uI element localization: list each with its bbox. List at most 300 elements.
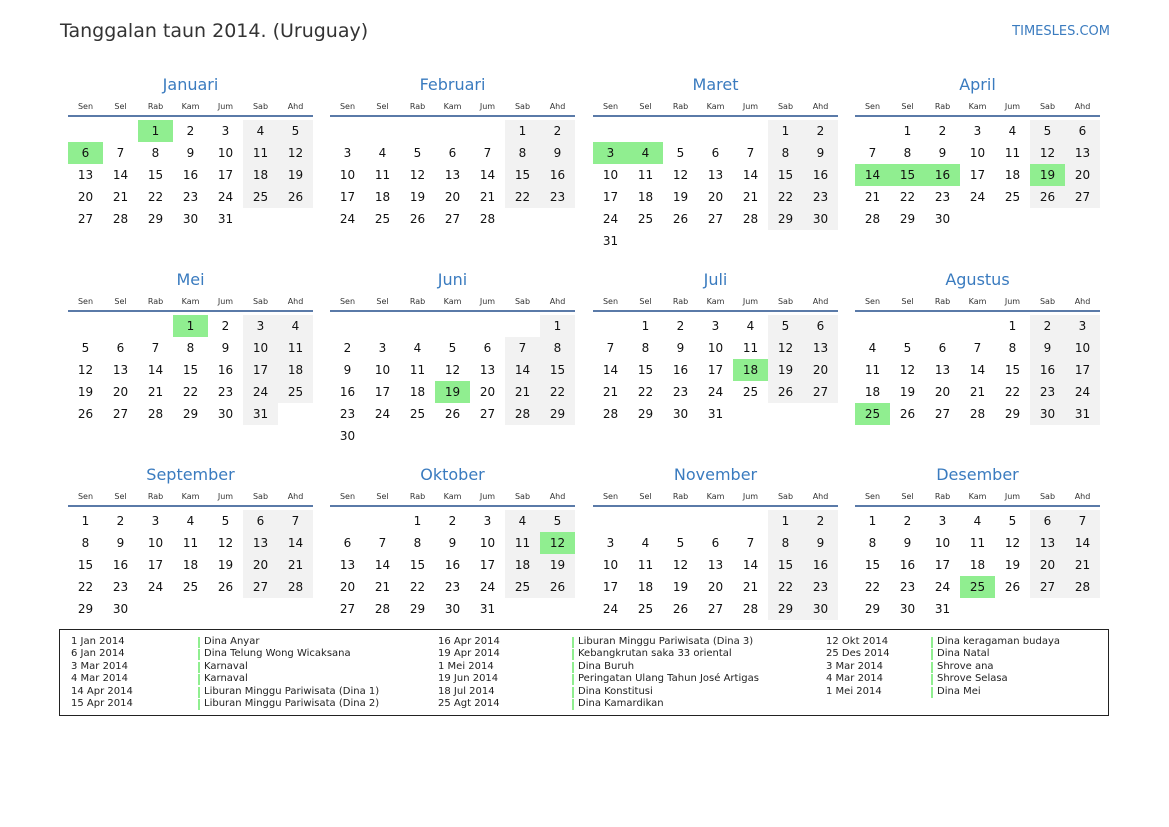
day-cell: 24: [339, 212, 356, 226]
day-cell: 4: [505, 510, 540, 532]
day-cell: 29: [864, 602, 881, 616]
day-cell: 28: [1065, 576, 1100, 598]
day-cell: 9: [803, 142, 838, 164]
weekday-label: Jum: [479, 297, 496, 306]
month-name: Oktober: [420, 465, 485, 484]
weekday-label: Kam: [968, 492, 987, 501]
day-cell: 27: [803, 381, 838, 403]
day-cell: 15: [768, 554, 803, 576]
day-cell: 21: [147, 385, 164, 399]
month-name: November: [673, 465, 758, 484]
legend-date: 4 Mar 2014: [71, 673, 129, 685]
day-cell: 3: [243, 315, 278, 337]
day-cell: 3: [151, 514, 160, 528]
day-cell: 3: [606, 536, 615, 550]
day-cell: 11: [243, 142, 278, 164]
day-cell: 28: [147, 407, 164, 421]
day-cell: 21: [969, 385, 986, 399]
day-cell: 31: [479, 602, 496, 616]
weekday-label: Kam: [706, 297, 725, 306]
day-cell: 11: [969, 536, 986, 550]
day-cell: 13: [479, 363, 496, 377]
weekday-label: Kam: [181, 102, 200, 111]
day-cell: 5: [540, 510, 575, 532]
day-cell: 10: [602, 558, 619, 572]
day-cell: 5: [768, 315, 803, 337]
day-cell: 18: [637, 190, 654, 204]
weekday-label: Sab: [514, 297, 531, 306]
month-name: Maret: [692, 75, 739, 94]
day-cell: 26: [1030, 186, 1065, 208]
weekday-header: [68, 491, 313, 507]
day-cell: 22: [540, 381, 575, 403]
day-cell: 26: [899, 407, 916, 421]
day-cell: 25: [637, 212, 654, 226]
month-name: Mei: [176, 270, 205, 289]
legend-date: 1 Jan 2014: [71, 636, 125, 647]
holiday-day-cell: 25: [960, 576, 995, 598]
weekday-label: Sen: [77, 102, 94, 111]
weekday-label: Ahd: [549, 297, 566, 306]
day-cell: 12: [768, 337, 803, 359]
day-cell: 14: [969, 363, 986, 377]
day-cell: 11: [182, 536, 199, 550]
weekday-header: [330, 296, 575, 312]
weekday-label: Rab: [409, 492, 426, 501]
day-cell: 1: [868, 514, 877, 528]
day-cell: 3: [378, 341, 387, 355]
weekday-label: Rab: [147, 102, 164, 111]
legend-date: 3 Mar 2014: [826, 660, 884, 672]
day-cell: 29: [182, 407, 199, 421]
weekday-label: Sen: [864, 297, 881, 306]
day-cell: 12: [444, 363, 461, 377]
day-cell: 24: [147, 580, 164, 594]
day-cell: 30: [112, 602, 129, 616]
day-cell: 8: [903, 146, 912, 160]
day-cell: 31: [217, 212, 234, 226]
day-cell: 19: [768, 359, 803, 381]
legend-holiday-name: Dina Natal: [931, 648, 990, 660]
day-cell: 31: [707, 407, 724, 421]
day-cell: 11: [409, 363, 426, 377]
day-cell: 13: [1065, 142, 1100, 164]
weekday-label: Sen: [864, 492, 881, 501]
weekday-label: Sen: [339, 297, 356, 306]
day-cell: 8: [768, 142, 803, 164]
day-cell: 22: [1004, 385, 1021, 399]
day-cell: 17: [147, 558, 164, 572]
day-cell: 19: [1004, 558, 1021, 572]
weekday-label: Kam: [706, 102, 725, 111]
weekday-label: Sel: [639, 297, 652, 306]
weekday-label: Ahd: [287, 102, 304, 111]
day-cell: 5: [903, 341, 912, 355]
day-cell: 7: [505, 337, 540, 359]
day-cell: 17: [1065, 359, 1100, 381]
legend-holiday-name: Liburan Minggu Pariwisata (Dina 2): [198, 698, 379, 710]
weekday-label: Sen: [339, 492, 356, 501]
day-cell: 11: [864, 363, 881, 377]
month-name: Juli: [703, 270, 728, 289]
day-cell: 26: [768, 381, 803, 403]
day-cell: 2: [903, 514, 912, 528]
day-cell: 30: [1030, 403, 1065, 425]
month-april: [855, 73, 1100, 252]
day-cell: 24: [934, 580, 951, 594]
day-cell: 23: [182, 190, 199, 204]
day-cell: 20: [1065, 164, 1100, 186]
day-cell: 6: [1030, 510, 1065, 532]
day-cell: 20: [707, 190, 724, 204]
day-cell: 23: [339, 407, 356, 421]
day-cell: 30: [339, 429, 356, 443]
day-cell: 10: [707, 341, 724, 355]
legend-holiday-name: Dina keragaman budaya: [931, 636, 1060, 648]
day-cell: 1: [641, 319, 650, 333]
day-cell: 7: [746, 536, 755, 550]
day-cell: 4: [378, 146, 387, 160]
weekday-label: Sab: [777, 102, 794, 111]
weekday-label: Sel: [376, 102, 389, 111]
weekday-label: Sab: [252, 492, 269, 501]
day-cell: 22: [768, 186, 803, 208]
day-cell: 4: [868, 341, 877, 355]
day-cell: 10: [243, 337, 278, 359]
day-cell: 29: [899, 212, 916, 226]
weekday-header: [593, 296, 838, 312]
legend-holiday-name: Shrove ana: [931, 661, 994, 673]
day-cell: 30: [899, 602, 916, 616]
holiday-day-cell: 4: [628, 142, 663, 164]
weekday-label: Sel: [114, 297, 127, 306]
day-cell: 3: [343, 146, 352, 160]
day-cell: 7: [746, 146, 755, 160]
weekday-label: Sen: [77, 492, 94, 501]
month-name: Desember: [936, 465, 1019, 484]
day-cell: 16: [803, 554, 838, 576]
day-cell: 28: [278, 576, 313, 598]
site-link[interactable]: TIMESLES.COM: [1012, 24, 1110, 39]
day-cell: 10: [969, 146, 986, 160]
day-cell: 29: [637, 407, 654, 421]
day-cell: 25: [243, 186, 278, 208]
day-cell: 9: [343, 363, 352, 377]
weekday-label: Sab: [1039, 492, 1056, 501]
holiday-day-cell: 12: [540, 532, 575, 554]
day-cell: 6: [116, 341, 125, 355]
day-cell: 15: [505, 164, 540, 186]
day-cell: 27: [112, 407, 129, 421]
weekday-label: Ahd: [287, 492, 304, 501]
day-cell: 2: [938, 124, 947, 138]
day-cell: 18: [243, 164, 278, 186]
day-cell: 16: [803, 164, 838, 186]
legend-date: 18 Jul 2014: [438, 685, 495, 697]
day-cell: 13: [77, 168, 94, 182]
day-cell: 2: [803, 120, 838, 142]
day-cell: 20: [934, 385, 951, 399]
legend-holiday-name: Dina Kamardikan: [572, 698, 664, 710]
day-cell: 23: [1030, 381, 1065, 403]
weekday-label: Sab: [777, 492, 794, 501]
weekday-label: Kam: [706, 492, 725, 501]
legend-holiday-name: Liburan Minggu Pariwisata (Dina 3): [572, 636, 753, 648]
weekday-label: Kam: [443, 492, 462, 501]
day-cell: 20: [1030, 554, 1065, 576]
day-cell: 21: [742, 580, 759, 594]
month-november: [593, 463, 838, 642]
day-cell: 15: [768, 164, 803, 186]
weekday-label: Jum: [479, 492, 496, 501]
weekday-label: Jum: [742, 297, 759, 306]
weekday-header: [593, 101, 838, 117]
day-cell: 2: [803, 510, 838, 532]
day-cell: 6: [803, 315, 838, 337]
weekday-label: Rab: [934, 297, 951, 306]
day-cell: 23: [540, 186, 575, 208]
day-cell: 20: [77, 190, 94, 204]
day-cell: 17: [374, 385, 391, 399]
day-cell: 3: [938, 514, 947, 528]
day-cell: 18: [505, 554, 540, 576]
day-cell: 6: [711, 536, 720, 550]
day-cell: 25: [742, 385, 759, 399]
day-cell: 23: [934, 190, 951, 204]
day-cell: 13: [707, 558, 724, 572]
day-cell: 9: [1030, 337, 1065, 359]
legend-date: 14 Apr 2014: [71, 685, 133, 697]
day-cell: 2: [221, 319, 230, 333]
weekday-label: Jum: [742, 492, 759, 501]
holiday-day-cell: 19: [1030, 164, 1065, 186]
weekday-label: Kam: [181, 492, 200, 501]
weekday-label: Sen: [602, 492, 619, 501]
holiday-day-cell: 25: [855, 403, 890, 425]
day-cell: 17: [602, 190, 619, 204]
day-cell: 4: [413, 341, 422, 355]
day-cell: 19: [217, 558, 234, 572]
day-cell: 20: [243, 554, 278, 576]
day-cell: 13: [444, 168, 461, 182]
day-cell: 2: [186, 124, 195, 138]
day-cell: 13: [112, 363, 129, 377]
day-cell: 5: [676, 536, 685, 550]
day-cell: 3: [221, 124, 230, 138]
day-cell: 13: [934, 363, 951, 377]
weekday-label: Sel: [114, 102, 127, 111]
day-cell: 24: [243, 381, 278, 403]
day-cell: 7: [1065, 510, 1100, 532]
day-cell: 17: [602, 580, 619, 594]
legend-date: 25 Des 2014: [826, 648, 890, 660]
month-agustus: [855, 268, 1100, 447]
legend-date: 16 Apr 2014: [438, 636, 500, 647]
day-cell: 1: [768, 510, 803, 532]
day-cell: 12: [1004, 536, 1021, 550]
day-cell: 20: [112, 385, 129, 399]
weekday-label: Kam: [968, 297, 987, 306]
day-cell: 15: [409, 558, 426, 572]
legend-holiday-name: Dina Telung Wong Wicaksana: [198, 648, 351, 660]
day-cell: 20: [339, 580, 356, 594]
weekday-label: Jum: [479, 102, 496, 111]
day-cell: 5: [81, 341, 90, 355]
weekday-header: [855, 101, 1100, 117]
day-cell: 2: [1030, 315, 1065, 337]
holiday-day-cell: 16: [925, 164, 960, 186]
day-cell: 6: [483, 341, 492, 355]
day-cell: 5: [278, 120, 313, 142]
day-cell: 12: [278, 142, 313, 164]
weekday-label: Kam: [443, 102, 462, 111]
day-cell: 29: [540, 403, 575, 425]
day-cell: 5: [1030, 120, 1065, 142]
weekday-label: Sab: [777, 297, 794, 306]
day-cell: 27: [243, 576, 278, 598]
day-cell: 30: [217, 407, 234, 421]
month-name: April: [959, 75, 996, 94]
day-cell: 7: [606, 341, 615, 355]
day-cell: 26: [1004, 580, 1021, 594]
month-juli: [593, 268, 838, 447]
day-cell: 13: [707, 168, 724, 182]
day-cell: 6: [243, 510, 278, 532]
day-cell: 1: [505, 120, 540, 142]
weekday-label: Ahd: [1074, 297, 1091, 306]
weekday-label: Jum: [217, 102, 234, 111]
weekday-label: Rab: [147, 492, 164, 501]
day-cell: 24: [1065, 381, 1100, 403]
day-cell: 2: [676, 319, 685, 333]
day-cell: 8: [641, 341, 650, 355]
day-cell: 23: [899, 580, 916, 594]
day-cell: 5: [448, 341, 457, 355]
day-cell: 25: [505, 576, 540, 598]
day-cell: 1: [903, 124, 912, 138]
day-cell: 10: [147, 536, 164, 550]
month-name: September: [146, 465, 235, 484]
day-cell: 14: [278, 532, 313, 554]
weekday-label: Rab: [672, 102, 689, 111]
day-cell: 24: [602, 602, 619, 616]
day-cell: 26: [409, 212, 426, 226]
weekday-label: Sab: [514, 492, 531, 501]
day-cell: 11: [278, 337, 313, 359]
day-cell: 18: [969, 558, 986, 572]
legend-date: 4 Mar 2014: [826, 673, 884, 685]
month-desember: [855, 463, 1100, 642]
legend-holiday-name: Peringatan Ulang Tahun José Artigas: [572, 673, 759, 685]
weekday-label: Kam: [181, 297, 200, 306]
day-cell: 17: [339, 190, 356, 204]
day-cell: 6: [711, 146, 720, 160]
weekday-header: [330, 491, 575, 507]
month-name: Juni: [437, 270, 468, 289]
day-cell: 14: [147, 363, 164, 377]
day-cell: 30: [672, 407, 689, 421]
day-cell: 4: [746, 319, 755, 333]
day-cell: 28: [742, 602, 759, 616]
day-cell: 8: [505, 142, 540, 164]
day-cell: 9: [540, 142, 575, 164]
day-cell: 24: [969, 190, 986, 204]
holiday-day-cell: 1: [138, 120, 173, 142]
weekday-header: [855, 296, 1100, 312]
weekday-label: Rab: [934, 492, 951, 501]
day-cell: 19: [77, 385, 94, 399]
day-cell: 28: [479, 212, 496, 226]
day-cell: 27: [444, 212, 461, 226]
day-cell: 9: [448, 536, 457, 550]
day-cell: 23: [803, 186, 838, 208]
weekday-label: Jum: [217, 297, 234, 306]
day-cell: 6: [343, 536, 352, 550]
day-cell: 6: [938, 341, 947, 355]
month-name: Januari: [162, 75, 219, 94]
weekday-label: Ahd: [1074, 492, 1091, 501]
day-cell: 19: [540, 554, 575, 576]
day-cell: 31: [934, 602, 951, 616]
day-cell: 18: [278, 359, 313, 381]
day-cell: 26: [672, 602, 689, 616]
day-cell: 4: [186, 514, 195, 528]
weekday-label: Jum: [1004, 297, 1021, 306]
day-cell: 19: [409, 190, 426, 204]
legend-date: 15 Apr 2014: [71, 698, 133, 709]
day-cell: 4: [641, 536, 650, 550]
weekday-label: Rab: [934, 102, 951, 111]
day-cell: 28: [969, 407, 986, 421]
weekday-label: Sab: [252, 102, 269, 111]
day-cell: 21: [112, 190, 129, 204]
weekday-label: Sel: [376, 297, 389, 306]
day-cell: 16: [339, 385, 356, 399]
day-cell: 8: [413, 536, 422, 550]
day-cell: 26: [77, 407, 94, 421]
day-cell: 8: [81, 536, 90, 550]
day-cell: 7: [973, 341, 982, 355]
day-cell: 9: [221, 341, 230, 355]
day-cell: 27: [707, 212, 724, 226]
month-oktober: [330, 463, 575, 642]
day-cell: 27: [77, 212, 94, 226]
weekday-label: Ahd: [812, 297, 829, 306]
holiday-day-cell: 18: [733, 359, 768, 381]
day-cell: 22: [864, 580, 881, 594]
day-cell: 12: [217, 536, 234, 550]
day-cell: 21: [602, 385, 619, 399]
day-cell: 13: [339, 558, 356, 572]
month-name: Agustus: [945, 270, 1010, 289]
holiday-day-cell: 19: [435, 381, 470, 403]
day-cell: 19: [672, 190, 689, 204]
weekday-label: Sel: [639, 492, 652, 501]
day-cell: 11: [505, 532, 540, 554]
day-cell: 25: [182, 580, 199, 594]
day-cell: 29: [1004, 407, 1021, 421]
day-cell: 16: [182, 168, 199, 182]
weekday-label: Ahd: [549, 102, 566, 111]
weekday-label: Rab: [409, 102, 426, 111]
day-cell: 22: [637, 385, 654, 399]
legend-holiday-name: Karnaval: [198, 673, 248, 685]
day-cell: 26: [278, 186, 313, 208]
day-cell: 18: [637, 580, 654, 594]
day-cell: 15: [182, 363, 199, 377]
day-cell: 14: [742, 558, 759, 572]
day-cell: 2: [116, 514, 125, 528]
